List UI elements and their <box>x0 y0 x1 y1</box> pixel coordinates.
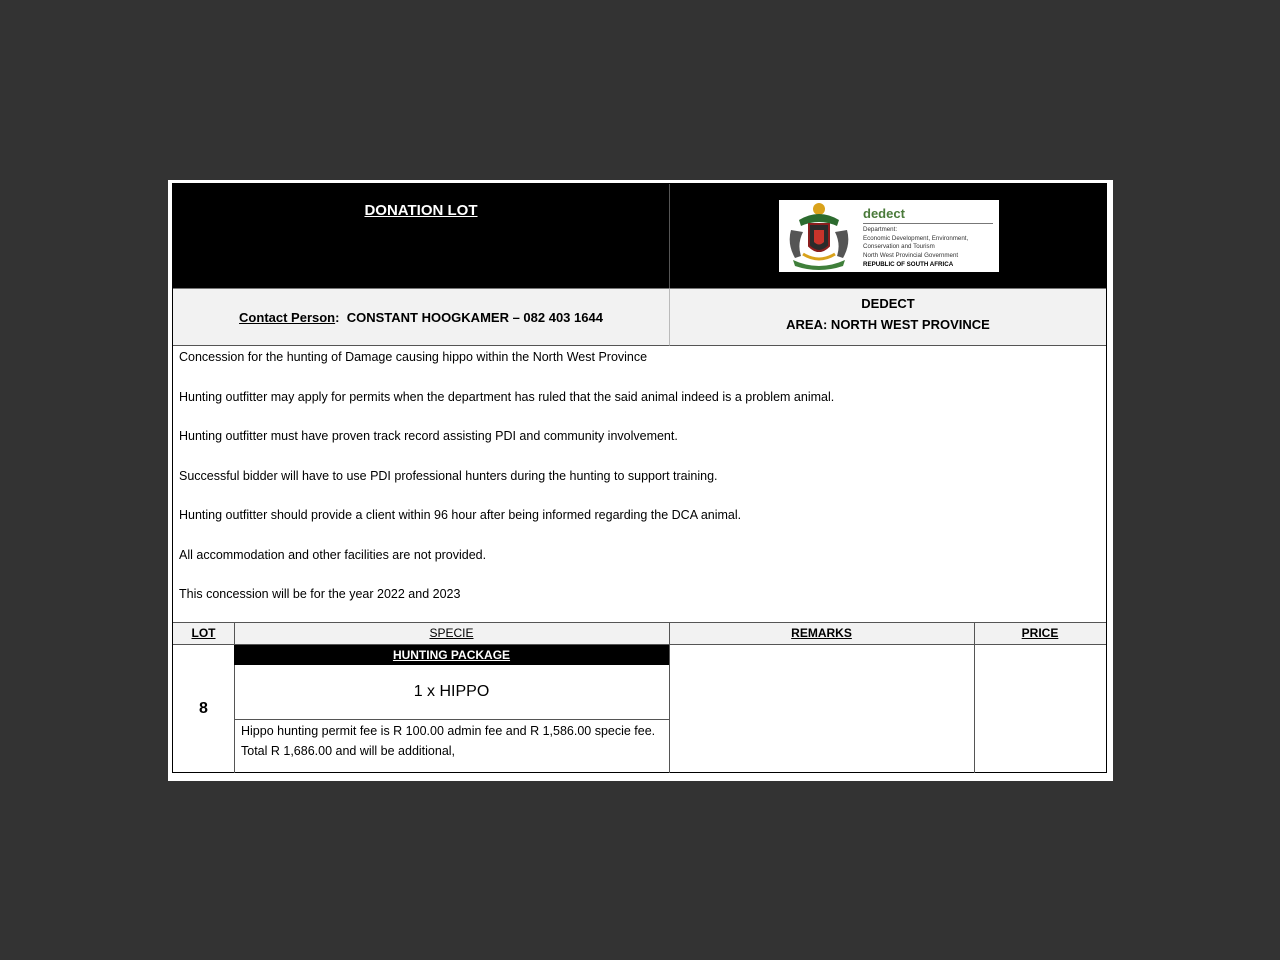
lot-table <box>172 183 1107 773</box>
document-page <box>168 180 1113 781</box>
condition-item: All accommodation and other facilities are not provided. <box>179 547 487 562</box>
column-header-specie: SPECIE <box>234 622 669 645</box>
permit-fee-note: Hippo hunting permit fee is R 100.00 admin fee and R 1,586.00 specie fee. Total R 1,686.00 and will be additional, <box>241 724 656 758</box>
page-title: DONATION LOT <box>364 202 478 219</box>
org-area: AREA: NORTH WEST PROVINCE <box>786 317 990 332</box>
coat-of-arms-icon <box>779 200 859 272</box>
org-name: DEDECT <box>861 296 915 311</box>
lot-number: 8 <box>199 700 208 717</box>
conditions-text <box>173 346 1106 622</box>
specie-value: 1 x HIPPO <box>234 665 669 720</box>
contact-label: Contact Person <box>239 309 336 325</box>
logo-wordmark: dedect <box>863 206 905 221</box>
contact-value: CONSTANT HOOGKAMER – 082 403 1644 <box>346 309 603 325</box>
column-header-remarks: REMARKS <box>669 622 974 645</box>
logo-divider <box>863 223 993 224</box>
org-area-cell <box>669 288 1106 346</box>
condition-item: Hunting outfitter may apply for permits when the department has ruled that the said animal indeed is a problem animal. <box>179 389 835 404</box>
condition-item: Hunting outfitter must have proven track record assisting PDI and community involvement. <box>179 429 678 443</box>
hunting-package-label: HUNTING PACKAGE <box>234 645 669 665</box>
condition-item: Successful bidder will have to use PDI professional hunters during the hunting to support training. <box>179 468 718 483</box>
header-logo-cell <box>669 184 1106 288</box>
contact-person <box>173 288 669 346</box>
condition-item: This concession will be for the year 2022 and 2023 <box>179 587 461 601</box>
dedect-logo <box>779 200 999 272</box>
price-cell <box>975 645 1106 773</box>
condition-item: Hunting outfitter should provide a client within 96 hour after being informed regarding the DCA animal. <box>179 508 742 522</box>
column-header-price: PRICE <box>974 622 1106 645</box>
remarks-cell <box>670 645 974 773</box>
column-header-lot: LOT <box>173 622 234 645</box>
logo-department-text: Department: Economic Development, Environment, Conservation and Tourism North West Provincial Government REPUBLIC OF SOUTH AFRICA <box>863 226 969 268</box>
contact-separator: : <box>335 309 340 325</box>
condition-item: Concession for the hunting of Damage causing hippo within the North West Province <box>179 350 648 364</box>
header-title-cell <box>173 184 669 288</box>
